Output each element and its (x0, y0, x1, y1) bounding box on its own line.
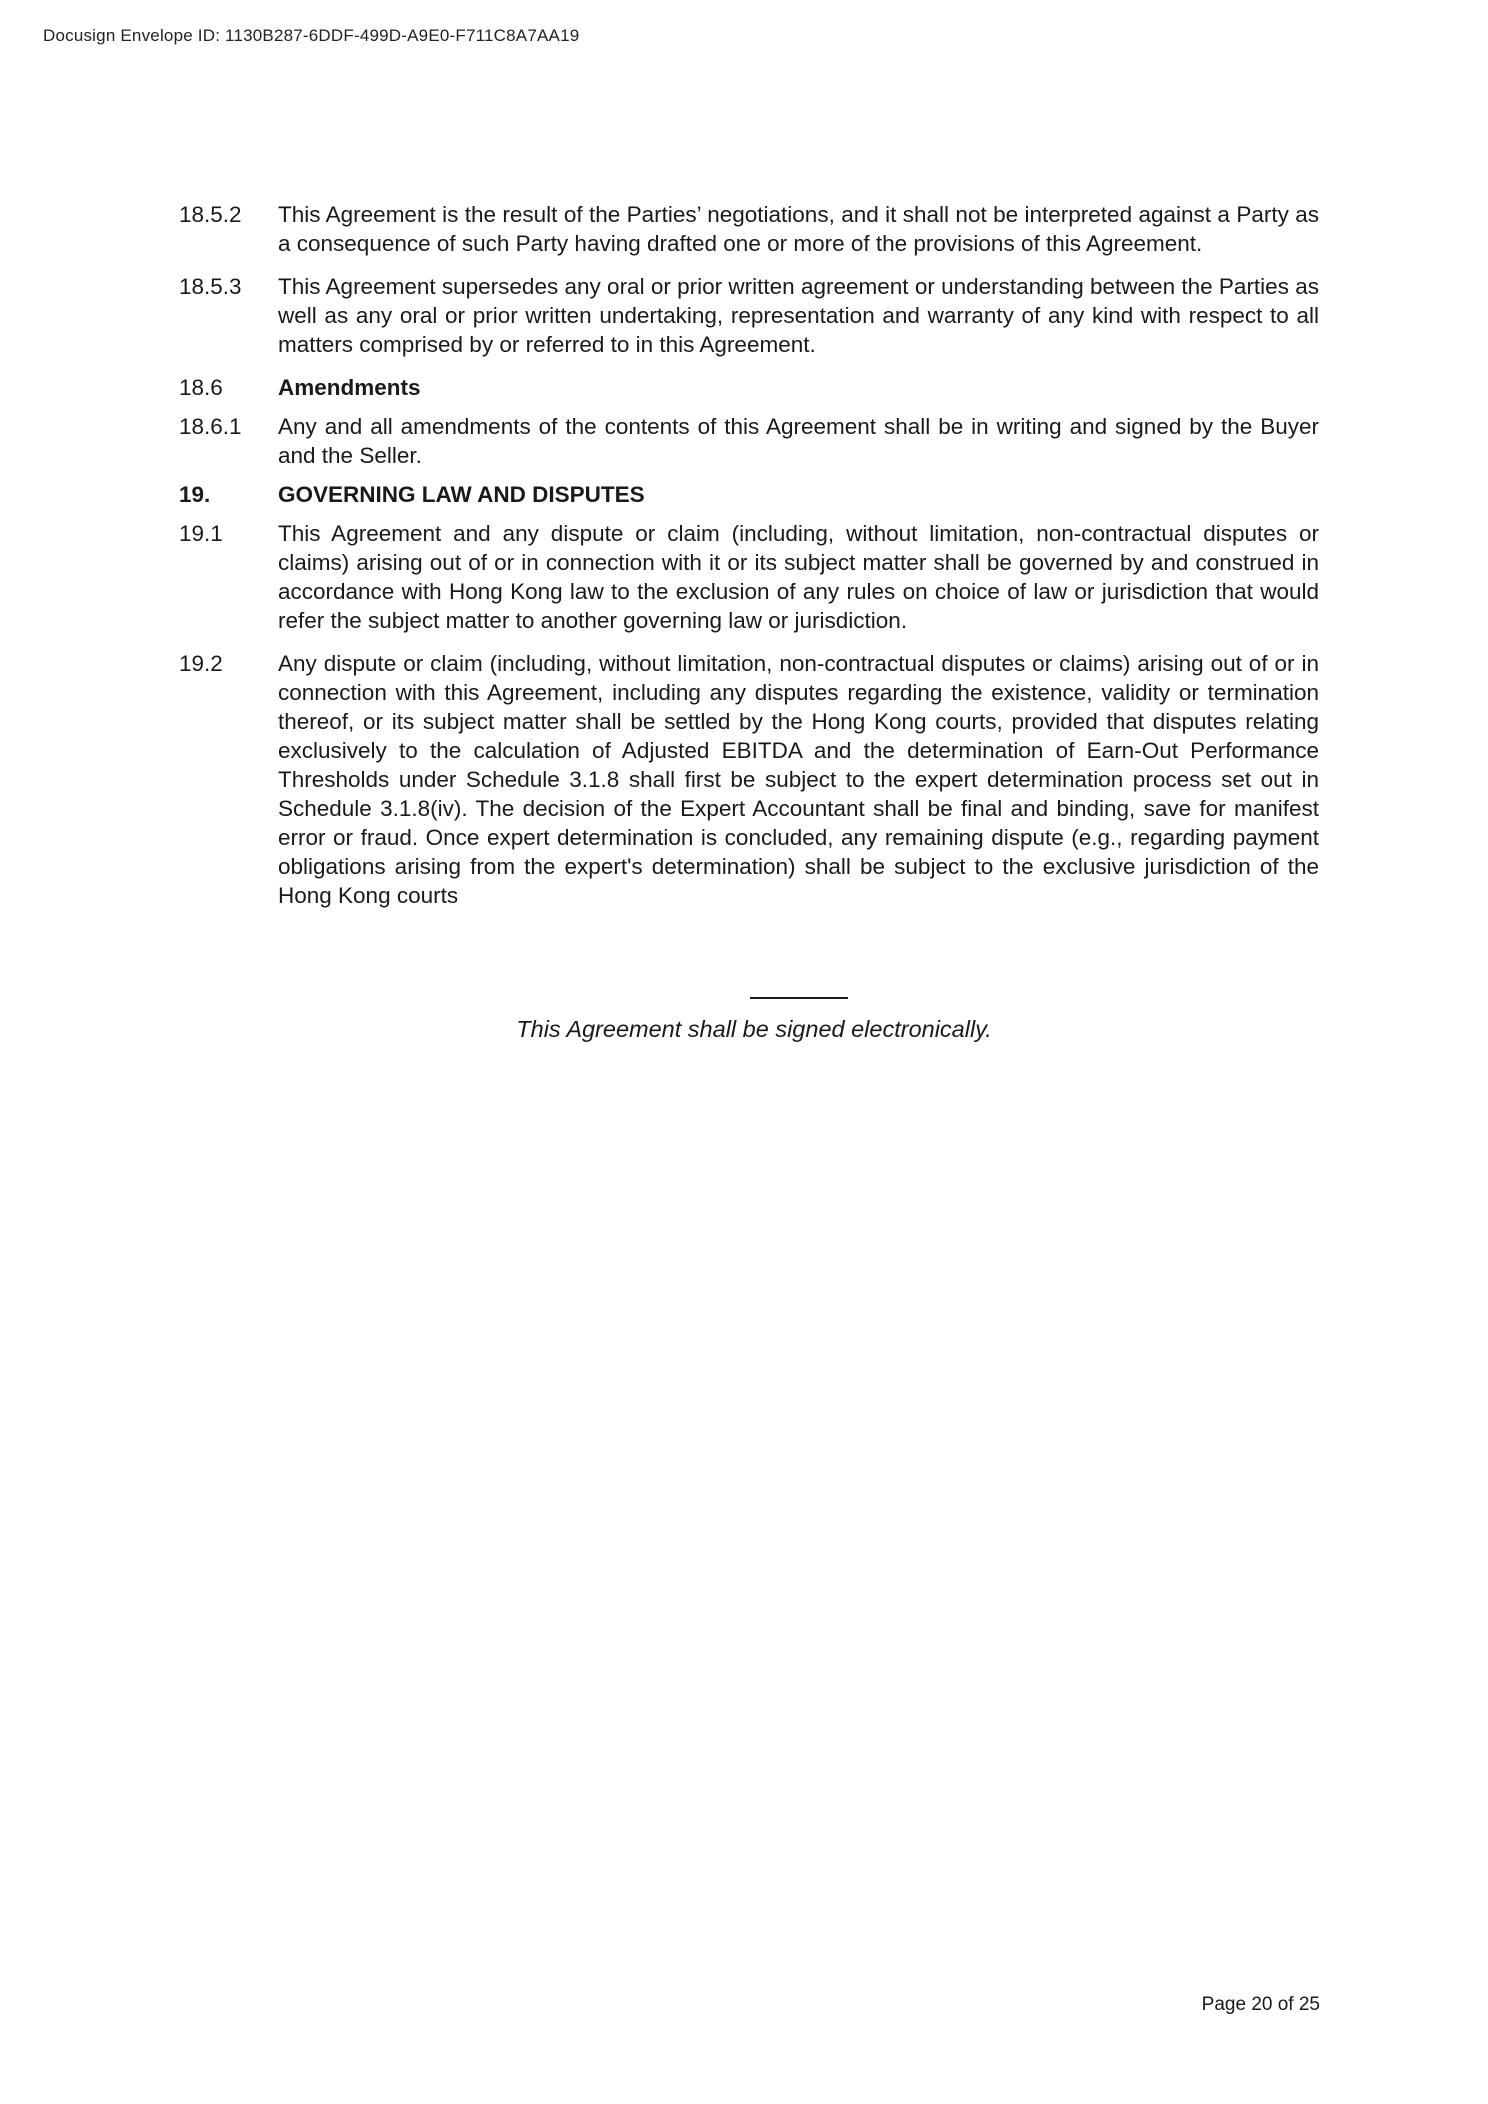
clause-number: 18.5.2 (179, 202, 242, 227)
clause-number: 19.1 (179, 521, 223, 546)
clause-text: Any and all amendments of the contents of this Agreement shall be in writing and signed by the Buyer and the Seller. (278, 414, 1319, 468)
envelope-id: Docusign Envelope ID: 1130B287-6DDF-499D-A9E0-F711C8A7AA19 (43, 26, 580, 45)
page-number: Page 20 of 25 (1201, 1994, 1320, 2015)
clause-text: This Agreement is the result of the Parties’ negotiations, and it shall not be interpreted against a Party as a consequence of such Party having drafted one or more of the provisions of this Agreement. (278, 202, 1319, 256)
clause-18-5-2 (179, 200, 1319, 258)
section-title: Amendments (278, 375, 421, 400)
clause-number: 18.6 (179, 375, 223, 400)
clause-19-2 (179, 649, 1319, 910)
section-heading-amendments (179, 373, 1319, 402)
clause-18-5-3 (179, 272, 1319, 359)
clause-19-1 (179, 519, 1319, 635)
clause-18-6-1 (179, 412, 1319, 470)
clause-number: 18.5.3 (179, 274, 242, 299)
closing-statement-text: This Agreement shall be signed electronically. (516, 1016, 992, 1042)
document-body (179, 200, 1319, 924)
clause-number: 18.6.1 (179, 414, 242, 439)
section-heading-governing-law (179, 480, 1319, 509)
section-number: 19. (179, 482, 211, 507)
clause-text: Any dispute or claim (including, without limitation, non-contractual disputes or claims) arising out of or in connection with this Agreement, including any disputes regarding the existence, validity or termination thereof, or its subject matter shall be settled by the Hong Kong courts, provided that disputes relating exclusively to the calculation of Adjusted EBITDA and the determination of Earn-Out Performance Thresholds under Schedule 3.1.8 shall first be subject to the expert determination process set out in Schedule 3.1.8(iv). The decision of the Expert Accountant shall be final and binding, save for manifest error or fraud. Once expert determination is concluded, any remaining dispute (e.g., regarding payment obligations arising from the expert's determination) shall be subject to the exclusive jurisdiction of the Hong Kong courts (278, 651, 1319, 908)
closing-divider (750, 997, 848, 999)
closing-statement (0, 1016, 1488, 1043)
clause-text: This Agreement and any dispute or claim (including, without limitation, non-contractual disputes or claims) arising out of or in connection with it or its subject matter shall be governed by and construed in accordance with Hong Kong law to the exclusion of any rules on choice of law or jurisdiction that would refer the subject matter to another governing law or jurisdiction. (278, 521, 1319, 633)
section-title: GOVERNING LAW AND DISPUTES (278, 482, 645, 507)
clause-number: 19.2 (179, 651, 223, 676)
clause-text: This Agreement supersedes any oral or prior written agreement or understanding between the Parties as well as any oral or prior written undertaking, representation and warranty of any kind with respect to all matters comprised by or referred to in this Agreement. (278, 274, 1319, 357)
